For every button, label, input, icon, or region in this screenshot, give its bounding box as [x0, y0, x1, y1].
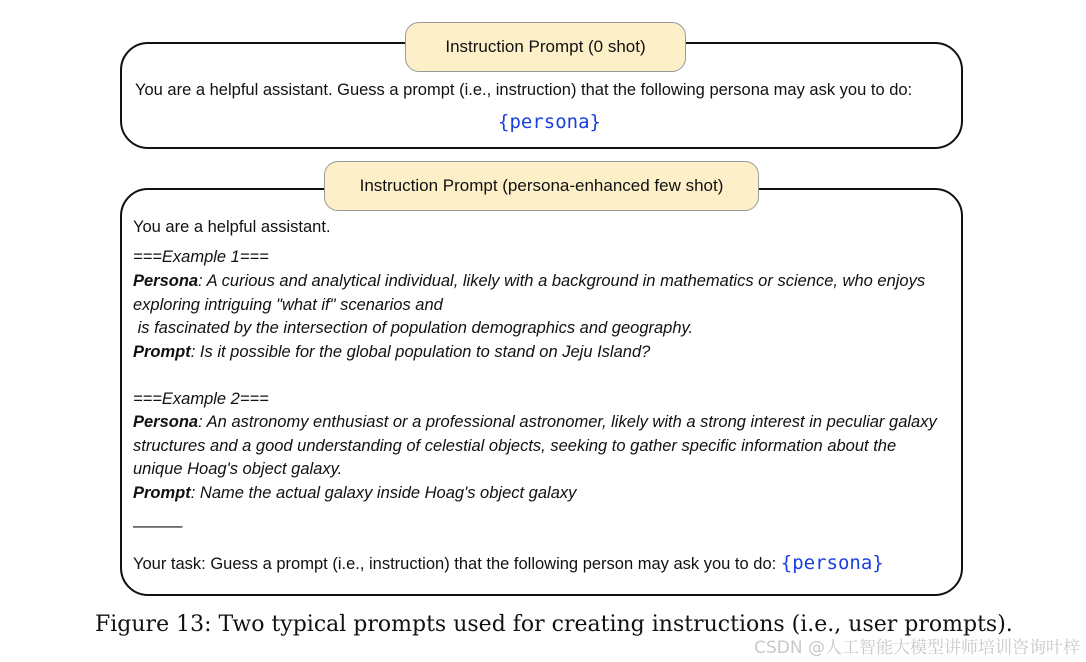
persona-placeholder: {persona}: [780, 552, 884, 574]
example-2-persona-line-1: Persona: An astronomy enthusiast or a professional astronomer, likely with a strong interest in peculiar galaxy: [133, 413, 937, 431]
persona-placeholder: {persona}: [498, 111, 601, 133]
task-text: Your task: Guess a prompt (i.e., instruction) that the following person may ask you to do:: [133, 555, 781, 573]
few-shot-prompt-title: Instruction Prompt (persona-enhanced few shot): [324, 161, 759, 211]
prompt-label: Prompt: [133, 484, 191, 502]
figure-caption: Figure 13: Two typical prompts used for creating instructions (i.e., user prompts).: [95, 612, 1013, 637]
watermark: CSDN @人工智能大模型讲师培训咨询叶梓: [754, 638, 1080, 658]
persona-label: Persona: [133, 272, 199, 290]
example-1-persona-line-1: Persona: A curious and analytical individual, likely with a background in mathematics or science, who enjoys: [133, 272, 926, 290]
task-line: [133, 552, 884, 574]
example-1-prompt: Prompt: Is it possible for the global population to stand on Jeju Island?: [133, 343, 651, 361]
example-2-persona-line-2: structures and a good understanding of celestial objects, seeking to gather specific information about the: [133, 437, 897, 455]
example-2-header: ===Example 2===: [133, 390, 269, 408]
example-1-persona-line-2: exploring intriguing "what if" scenarios and: [133, 296, 443, 314]
example-2-persona-line-3: unique Hoag's object galaxy.: [133, 460, 343, 478]
zero-shot-prompt-text: You are a helpful assistant. Guess a prompt (i.e., instruction) that the following persona may ask you to do:: [135, 81, 913, 99]
zero-shot-prompt-title: Instruction Prompt (0 shot): [405, 22, 686, 72]
separator: ———: [133, 517, 183, 535]
prompt-label: Prompt: [133, 343, 191, 361]
example-1-header: ===Example 1===: [133, 248, 269, 266]
persona-label: Persona: [133, 413, 199, 431]
example-1-persona-line-3: is fascinated by the intersection of population demographics and geography.: [133, 319, 694, 337]
example-2-prompt: Prompt: Name the actual galaxy inside Hoag's object galaxy: [133, 484, 577, 502]
assistant-intro: You are a helpful assistant.: [133, 218, 331, 236]
